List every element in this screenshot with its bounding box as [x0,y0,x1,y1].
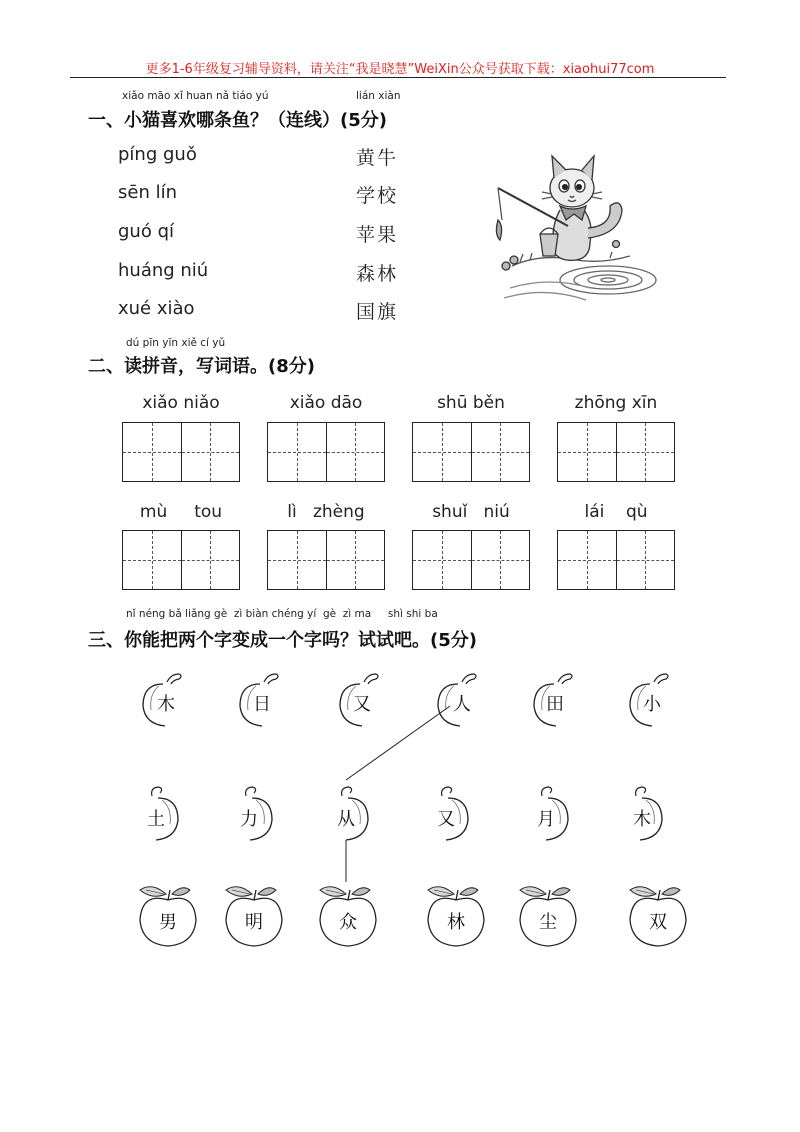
chinese-word-3[interactable]: 苹果 [356,224,399,246]
pinyin-word-1[interactable]: píng guǒ [118,144,197,165]
char-row3-6[interactable]: 双 [649,912,667,933]
section2-pinyin-annotation: dú pīn yīn xiě cí yǔ [126,337,226,349]
section3-heading: 三、你能把两个字变成一个字吗？试试吧。(5分) [88,630,477,651]
chinese-word-4[interactable]: 森林 [356,263,399,285]
section1-pinyin-annotation-2: lián xiàn [356,90,401,102]
grid-label-3: shū běn [437,393,505,413]
char-row2-5[interactable]: 月 [537,809,555,830]
grid-label-6: lì zhèng [287,502,365,522]
grid-label-5: mù tou [139,502,223,522]
char-row2-6[interactable]: 木 [633,809,651,830]
char-row2-1[interactable]: 土 [147,809,165,830]
section1-pinyin-annotation: xiǎo māo xǐ huan nǎ tiáo yú [122,90,269,102]
pinyin-word-5[interactable]: xué xiào [118,298,195,319]
grid-label-2: xiǎo dāo [289,393,363,413]
grid-label-1: xiǎo niǎo [142,393,220,413]
pinyin-word-4[interactable]: huáng niú [118,260,209,281]
pinyin-word-2[interactable]: sēn lín [118,182,177,203]
char-row1-5[interactable]: 田 [546,694,564,715]
chinese-word-2[interactable]: 学校 [356,185,399,207]
char-row2-3[interactable]: 从 [337,809,355,830]
char-row3-3[interactable]: 众 [339,912,357,933]
char-row1-4[interactable]: 人 [453,694,471,715]
section2-heading: 二、读拼音，写词语。(8分) [88,356,315,377]
char-row3-5[interactable]: 尘 [539,912,557,933]
section1-heading: 一、小猫喜欢哪条鱼？（连线）(5分) [88,110,387,131]
char-row3-1[interactable]: 男 [159,912,177,933]
char-row1-6[interactable]: 小 [643,694,661,715]
char-row2-4[interactable]: 又 [437,809,455,830]
chinese-word-1[interactable]: 黄牛 [356,147,399,169]
section3-pinyin-annotation: nǐ néng bǎ liǎng gè zì biàn chéng yí gè zì ma shì shi ba [126,608,438,620]
chinese-word-5[interactable]: 国旗 [356,301,399,323]
grid-label-7: shuǐ niú [432,502,510,522]
resource-banner: 更多1-6年级复习辅导资料，请关注“我是晓慧”WeiXin公众号获取下载：xiaohui77com [145,62,655,77]
char-row3-4[interactable]: 林 [447,912,465,933]
pinyin-word-3[interactable]: guó qí [118,221,174,242]
char-row1-3[interactable]: 又 [353,694,371,715]
char-row1-2[interactable]: 日 [253,694,271,715]
grid-label-4: zhōng xīn [574,393,658,413]
char-row2-2[interactable]: 力 [240,809,258,830]
grid-label-8: lái qù [584,502,648,522]
char-row1-1[interactable]: 木 [157,694,175,715]
char-row3-2[interactable]: 明 [245,912,263,933]
